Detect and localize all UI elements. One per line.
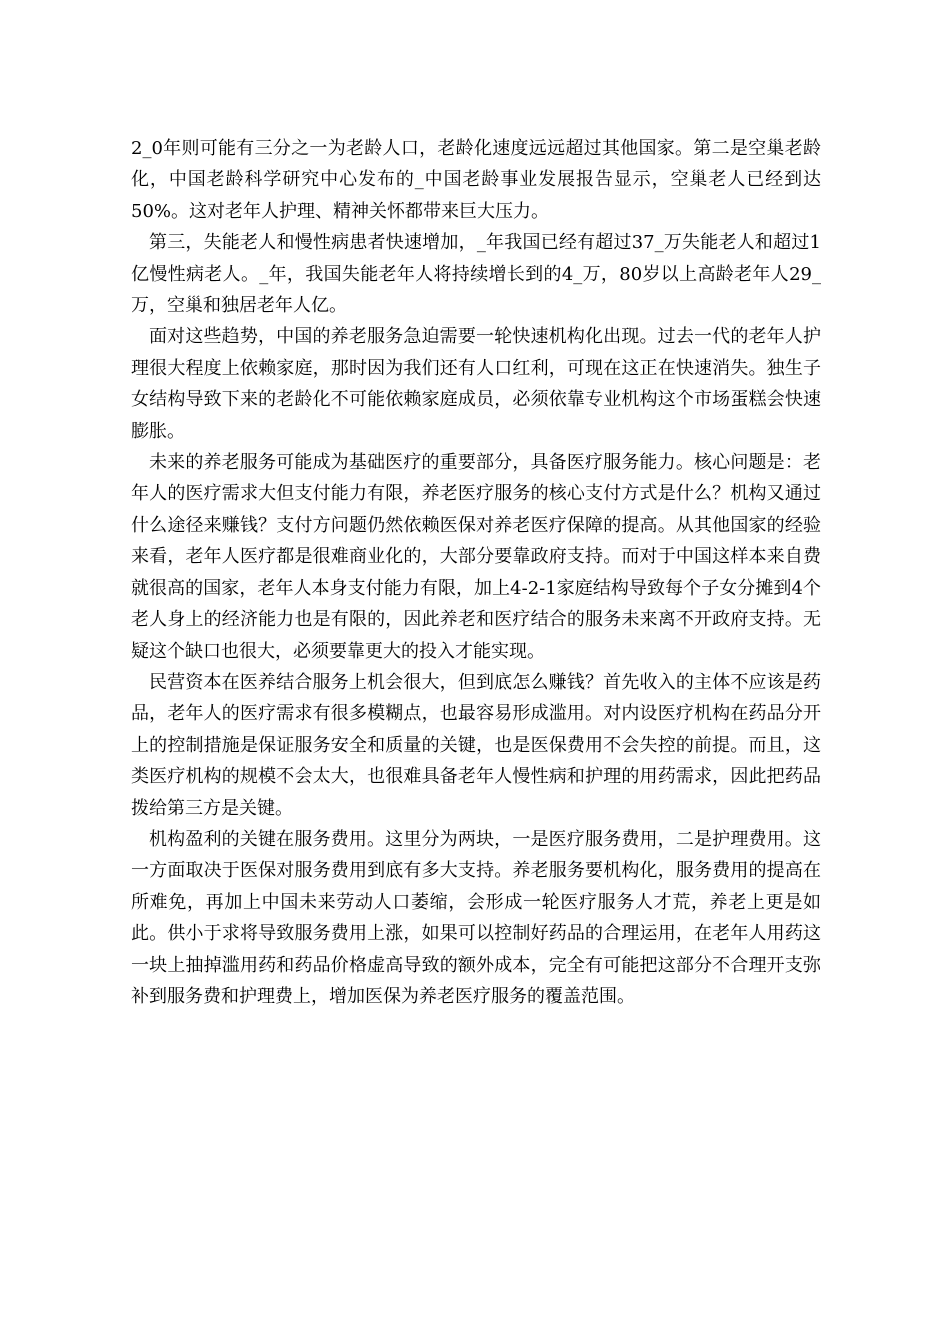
paragraph-2: 第三，失能老人和慢性病患者快速增加，_年我国已经有超过37_万失能老人和超过1亿慢性病老人。_年，我国失能老年人将持续增长到的4_万，80岁以上高龄老年人29_万，空巢和独居老年人亿。 (131, 232, 821, 317)
paragraph-5: 民营资本在医养结合服务上机会很大，但到底怎么赚钱？首先收入的主体不应该是药品，老年人的医疗需求有很多模糊点，也最容易形成滥用。对内设医疗机构在药品分开上的控制措施是保证服务安全和质量的关键，也是医保费用不会失控的前提。而且，这类医疗机构的规模不会太大，也很难具备老年人慢性病和护理的用药需求，因此把药品拨给第三方是关键。 (131, 671, 821, 819)
paragraph-6: 机构盈利的关键在服务费用。这里分为两块，一是医疗服务费用，二是护理费用。这一方面取决于医保对服务费用到底有多大支持。养老服务要机构化，服务费用的提高在所难免，再加上中国未来劳动人口萎缩，会形成一轮医疗服务人才荒，养老上更是如此。供小于求将导致服务费用上涨，如果可以控制好药品的合理运用，在老年人用药这一块上抽掉滥用药和药品价格虚高导致的额外成本，完全有可能把这部分不合理开支弥补到服务费和护理费上，增加医保为养老医疗服务的覆盖范围。 (131, 828, 821, 1007)
paragraph-3: 面对这些趋势，中国的养老服务急迫需要一轮快速机构化出现。过去一代的老年人护理很大程度上依赖家庭，那时因为我们还有人口红利，可现在这正在快速消失。独生子女结构导致下来的老龄化不可能依赖家庭成员，必须依靠专业机构这个市场蛋糕会快速膨胀。 (131, 326, 821, 442)
paragraph-4: 未来的养老服务可能成为基础医疗的重要部分，具备医疗服务能力。核心问题是：老年人的医疗需求大但支付能力有限，养老医疗服务的核心支付方式是什么？机构又通过什么途径来赚钱？支付方问题仍然依赖医保对养老医疗保障的提高。从其他国家的经验来看，老年人医疗都是很难商业化的，大部分要靠政府支持。而对于中国这样本来自费就很高的国家，老年人本身支付能力有限，加上4-2-1家庭结构导致每个子女分摊到4个老人身上的经济能力也是有限的，因此养老和医疗结合的服务未来离不开政府支持。无疑这个缺口也很大，必须要靠更大的投入才能实现。 (131, 452, 821, 662)
document-page (131, 133, 821, 1012)
paragraph-1: 2_0年则可能有三分之一为老龄人口，老龄化速度远远超过其他国家。第二是空巢老龄化，中国老龄科学研究中心发布的_中国老龄事业发展报告显示，空巢老人已经到达50%。这对老年人护理、精神关怀都带来巨大压力。 (131, 138, 821, 222)
